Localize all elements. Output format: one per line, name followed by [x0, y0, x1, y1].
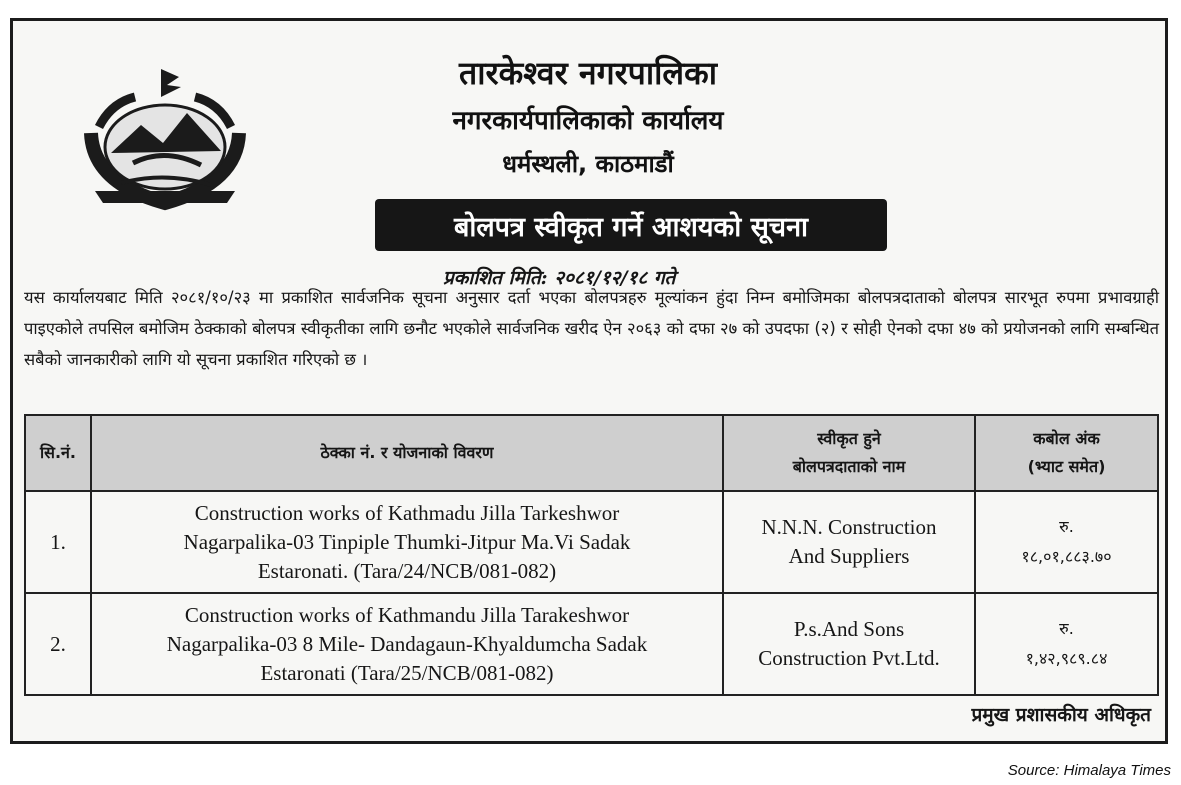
table-row — [25, 593, 1158, 695]
table-row — [25, 491, 1158, 593]
header-sn: सि.नं. — [25, 415, 91, 491]
source-credit: Source: Himalaya Times — [1007, 762, 1171, 779]
notice-body: यस कार्यालयबाट मिति २०८१/१०/२३ मा प्रकाशित सार्वजनिक सूचना अनुसार दर्ता भएका बोलपत्रहरु मूल्यांकन हुंदा निम्न बमोजिमका बोलपत्रदाताको बोलपत्र सारभूत रुपमा प्रभावग्राही पाइएकोले तपसिल बमोजिम ठेक्काको बोलपत्र स्वीकृतीका लागि छनौट भएकोले सार्वजनिक खरीद ऐन २०६३ को दफा २७ को उपदफा (२) र सोही ऐनको दफा ४७ को प्रयोजनको लागि सम्बन्धित सबैको जानकारीको लागि यो सूचना प्रकाशित गरिएको छ । — [24, 288, 1159, 369]
row-bidder-line1: P.s.And Sons — [793, 617, 905, 641]
row-currency: रु. — [1059, 619, 1074, 638]
office-subtitle: नगरकार्यपालिकाको कार्यालय — [452, 106, 724, 136]
row-bidder — [723, 593, 975, 695]
header-amount-line2: (भ्याट समेत) — [1027, 457, 1106, 476]
signature-title: प्रमुख प्रशासकीय अधिकृत — [971, 704, 1151, 726]
row-description-line2: Nagarpalika-03 Tinpiple Thumki-Jitpur Ma.Vi Sadak — [183, 529, 631, 554]
row-bidder — [723, 491, 975, 593]
table-header-row — [25, 415, 1158, 491]
office-location: धर्मस्थली, काठमाडौं — [502, 150, 674, 178]
header-bidder-line1: स्वीकृत हुने — [817, 429, 881, 448]
publication-date-label: प्रकाशित मिति: — [443, 267, 548, 289]
row-amount-value: १८,०१,८८३.७० — [1021, 547, 1112, 566]
row-description-line1: Construction works of Kathmadu Jilla Tarkeshwor — [194, 500, 620, 525]
header-description: ठेक्का नं. र योजनाको विवरण — [91, 415, 723, 491]
row-description-line1: Construction works of Kathmandu Jilla Tarakeshwor — [184, 602, 630, 627]
nepal-emblem-icon — [71, 63, 259, 213]
row-sn: 1. — [25, 491, 91, 593]
row-amount-value: १,४२,९८९.८४ — [1025, 649, 1108, 668]
row-description-line2: Nagarpalika-03 8 Mile- Dandagaun-Khyaldumcha Sadak — [166, 631, 648, 656]
row-description-line3: Estaronati (Tara/25/NCB/081-082) — [260, 660, 554, 685]
row-description — [91, 491, 723, 593]
header-amount-line1: कबोल अंक — [1033, 429, 1100, 448]
row-bidder-line2: And Suppliers — [788, 544, 910, 568]
bid-table — [24, 414, 1159, 696]
row-amount — [975, 593, 1158, 695]
notice-title: बोलपत्र स्वीकृत गर्ने आशयको सूचना — [375, 199, 887, 251]
publication-date-value: २०८१/१२/१८ गते — [554, 267, 676, 289]
header-amount — [975, 415, 1158, 491]
row-description — [91, 593, 723, 695]
row-bidder-line1: N.N.N. Construction — [761, 515, 937, 539]
header-bidder — [723, 415, 975, 491]
office-name: तारकेश्वर नगरपालिका — [459, 54, 717, 92]
row-bidder-line2: Construction Pvt.Ltd. — [758, 646, 940, 670]
row-amount — [975, 491, 1158, 593]
row-sn: 2. — [25, 593, 91, 695]
row-description-line3: Estaronati. (Tara/24/NCB/081-082) — [257, 558, 557, 583]
header-bidder-line2: बोलपत्रदाताको नाम — [792, 457, 906, 476]
row-currency: रु. — [1059, 517, 1074, 536]
